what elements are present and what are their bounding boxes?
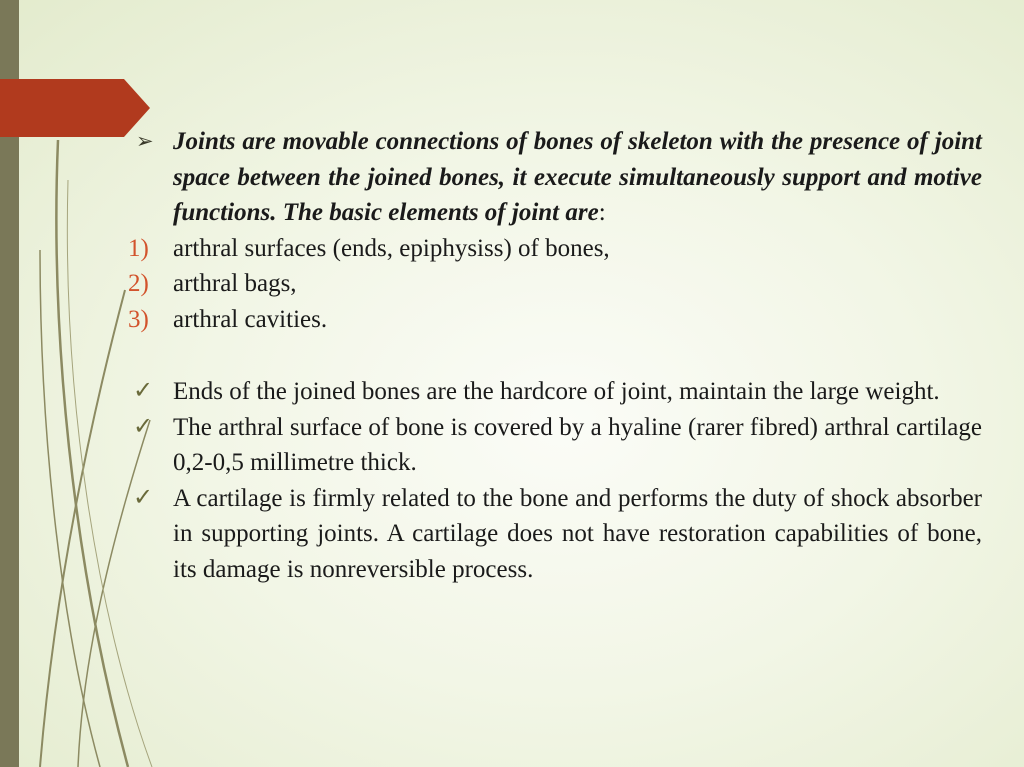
intro-suffix: :: [598, 199, 606, 226]
arrow-right-icon: ➢: [136, 129, 154, 153]
section-spacer: [128, 337, 982, 374]
intro-bullet-item: [128, 124, 982, 231]
check-item-1: [128, 374, 982, 410]
numbered-item-text: arthral surfaces (ends, epiphysiss) of bones,: [173, 234, 610, 262]
numbered-item-text: arthral bags,: [173, 270, 297, 297]
checkmark-icon: ✓: [133, 484, 154, 511]
intro-text: Joints are movable connections of bones of skeleton with the presence of joint space between the joined bones, it execute simultaneously support and motive functions. The basic elements of joint are: [173, 128, 982, 226]
numbered-item-2: [128, 266, 982, 302]
checkmark-icon: ✓: [133, 413, 154, 440]
check-item-text: The arthral surface of bone is covered by a hyaline (rarer fibred) arthral cartilage 0,2-0,5 millimetre thick.: [173, 413, 982, 476]
check-item-text: A cartilage is firmly related to the bone and performs the duty of shock absorber in supporting joints. A cartilage does not have restoration capabilities of bone, its damage is nonreversible process.: [173, 484, 982, 583]
number-marker: 2): [128, 270, 149, 297]
intro-paragraph: [173, 124, 982, 231]
numbered-item-text: arthral cavities.: [173, 305, 328, 333]
numbered-item-1: [128, 231, 982, 267]
check-item-2: [128, 410, 982, 481]
slide-content: [128, 124, 982, 587]
numbered-item-3: [128, 302, 982, 338]
checkmark-icon: ✓: [133, 378, 154, 404]
check-item-text: Ends of the joined bones are the hardcore of joint, maintain the large weight.: [173, 378, 940, 405]
number-marker: 1): [128, 234, 149, 262]
check-item-3: [128, 481, 982, 588]
number-marker: 3): [128, 305, 149, 333]
